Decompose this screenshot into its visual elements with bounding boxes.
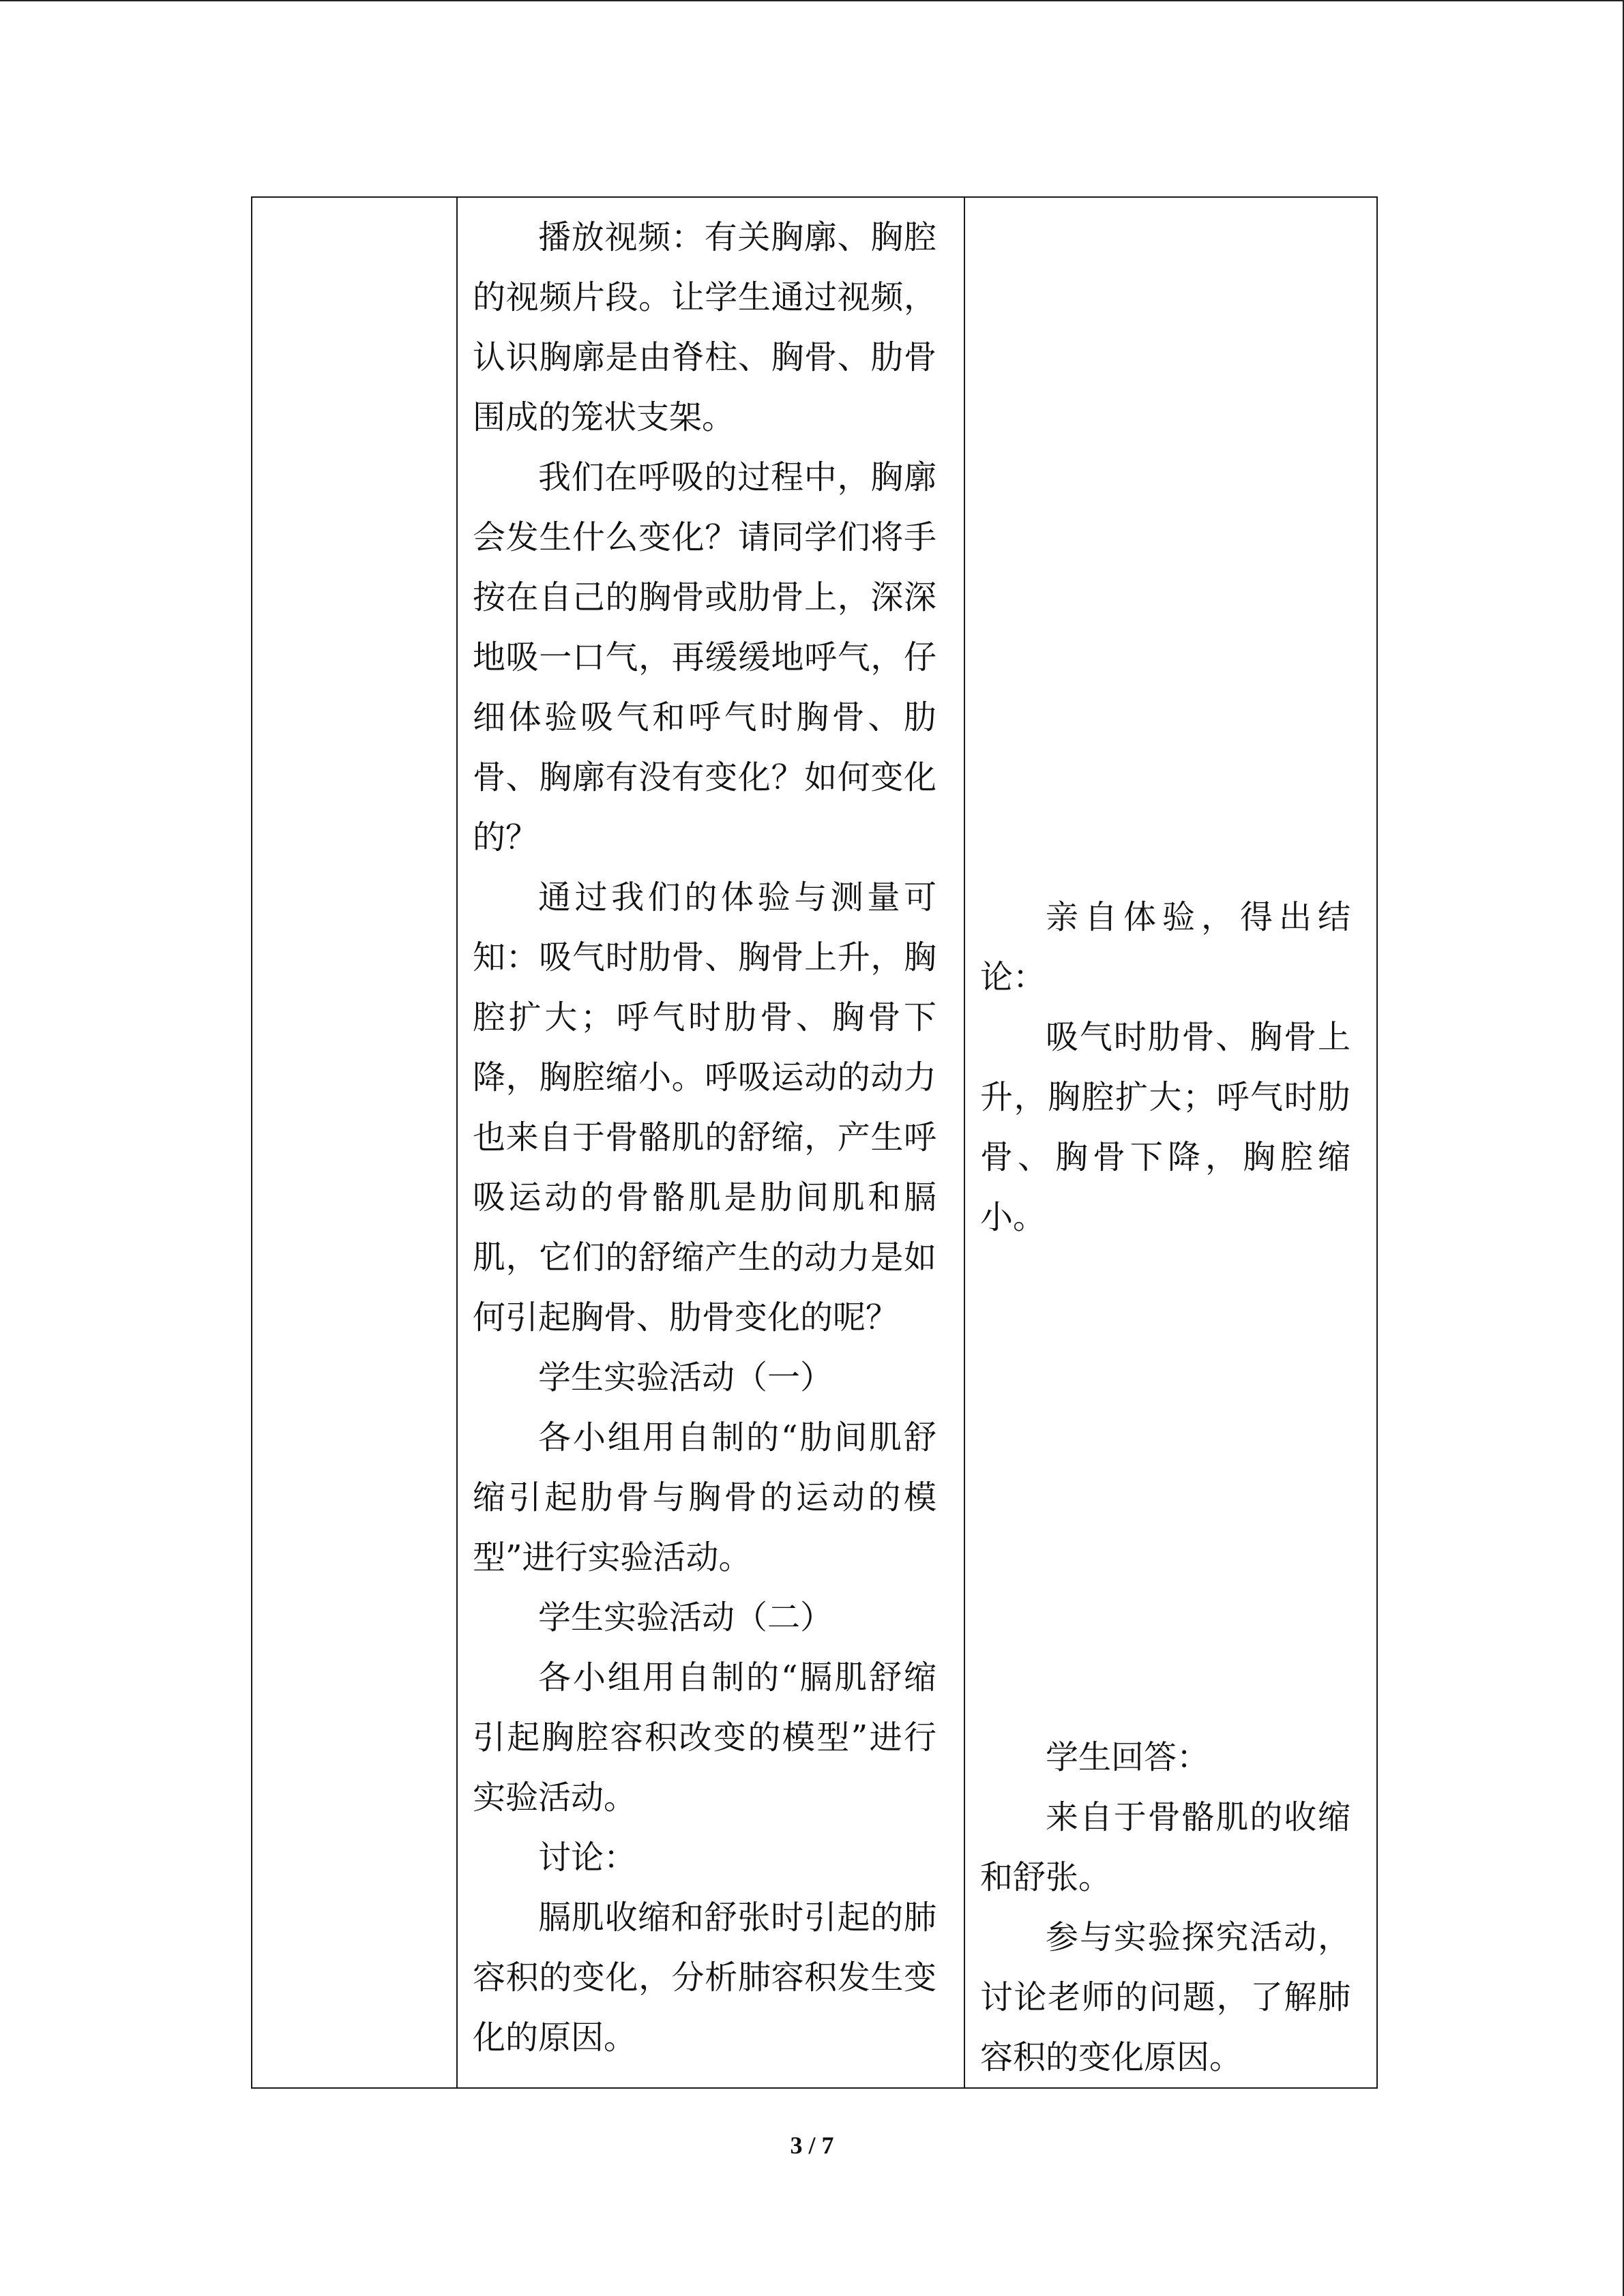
page-number: 3 / 7 [790,2132,834,2159]
teacher-activity-text [458,198,964,2068]
empty-section-cell [252,197,457,2088]
lesson-plan-table [251,196,1378,2089]
paragraph: 学生实验活动（二） [538,1598,833,1637]
teacher-activity-cell [457,197,964,2088]
paragraph: 我们在呼吸的过程中，胸廓会发生什么变化？请同学们将手按在自己的胸骨或肋骨上，深深地吸一口气，再缓缓地呼气，仔细体验吸气和呼气时胸骨、肋骨、胸廓有没有变化？如何变化的？ [473,458,936,856]
paragraph: 通过我们的体验与测量可知：吸气时肋骨、胸骨上升，胸腔扩大；呼气时肋骨、胸骨下降，胸腔缩小。呼吸运动的动力也来自于骨骼肌的舒缩，产生呼吸运动的骨骼肌是肋间肌和膈肌，它们的舒缩产生的动力是如何引起胸骨、肋骨变化的呢？ [473,878,936,1337]
paragraph: 学生实验活动（一） [538,1358,833,1397]
student-activity-text [965,198,1376,2087]
paragraph: 各小组用自制的“膈肌舒缩引起胸腔容积改变的模型”进行实验活动。 [473,1658,936,1817]
page-top-border [0,0,1624,1]
paragraph: 参与实验探究活动，讨论老师的问题，了解肺容积的变化原因。 [980,1918,1350,2076]
spacer [980,198,1350,887]
paragraph: 播放视频：有关胸廓、胸腔的视频片段。让学生通过视频，认识胸廓是由脊柱、胸骨、肋骨围成的笼状支架。 [473,218,936,436]
paragraph: 来自于骨骼肌的收缩和舒张。 [980,1798,1350,1896]
paragraph: 膈肌收缩和舒张时引起的肺容积的变化，分析肺容积发生变化的原因。 [473,1898,936,2057]
paragraph: 各小组用自制的“肋间肌舒缩引起肋骨与胸骨的运动的模型”进行实验活动。 [473,1418,936,1577]
table-row [252,197,1377,2088]
paragraph: 学生回答： [1046,1738,1210,1776]
spacer [980,1247,1350,1727]
paragraph: 吸气时肋骨、胸骨上升，胸腔扩大；呼气时肋骨、胸骨下降，胸腔缩小。 [980,1018,1350,1236]
student-activity-cell [964,197,1377,2088]
paragraph: 亲自体验，得出结论： [980,898,1350,996]
paragraph: 讨论： [538,1838,637,1877]
